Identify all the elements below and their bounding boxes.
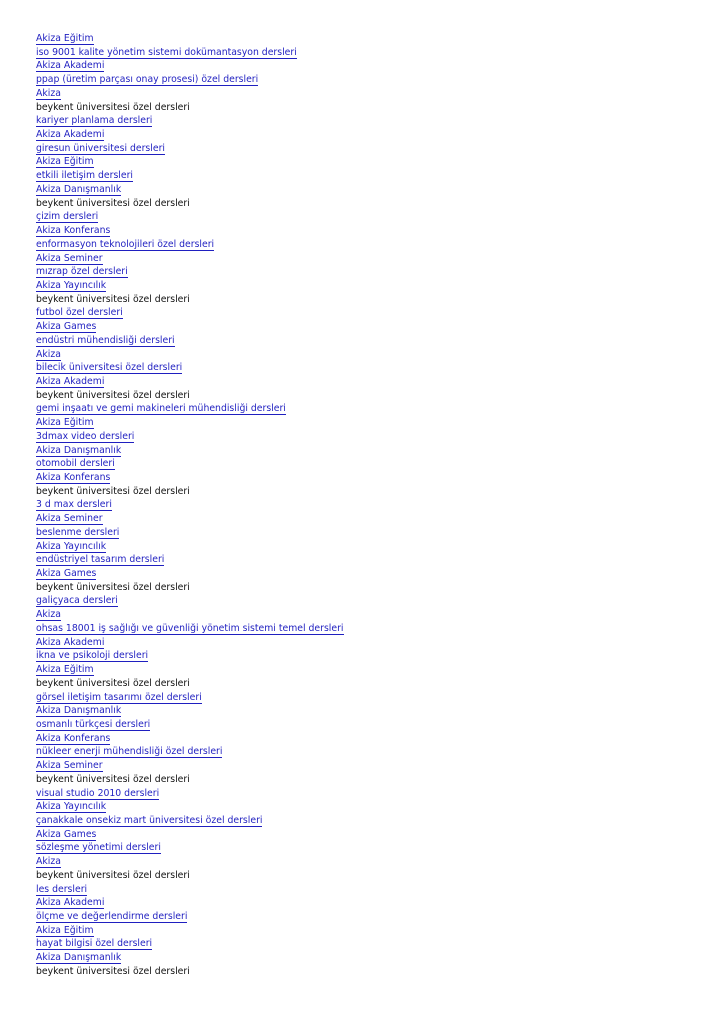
- link-text: çanakkale onsekiz mart üniversitesi özel dersleri: [36, 814, 263, 826]
- link-text: visual studio 2010 dersleri: [36, 787, 160, 799]
- link-text: nükleer enerji mühendisliği özel dersleri: [36, 746, 223, 758]
- link-text: les dersleri: [36, 883, 88, 895]
- link-text: 3dmax video dersleri: [36, 430, 135, 442]
- link-text: Akiza Danışmanlık: [36, 183, 122, 195]
- link-text: osmanlı türkçesi dersleri: [36, 718, 151, 730]
- link-text: galiçyaca dersleri: [36, 595, 118, 607]
- link-item[interactable]: [36, 814, 716, 828]
- link-text: ohsas 18001 iş sağlığı ve güvenliği yönetim sistemi temel dersleri: [36, 622, 344, 634]
- link-text: Akiza Eğitim: [36, 156, 94, 168]
- link-text: görsel iletişim tasarımı özel dersleri: [36, 691, 202, 703]
- link-text: Akiza: [36, 609, 61, 621]
- link-text: Akiza Yayıncılık: [36, 279, 107, 291]
- link-item[interactable]: [36, 718, 716, 732]
- link-text: enformasyon teknolojileri özel dersleri: [36, 238, 215, 250]
- link-item[interactable]: [36, 361, 716, 375]
- link-item[interactable]: [36, 306, 716, 320]
- link-item[interactable]: [36, 457, 716, 471]
- link-text: Akiza Seminer: [36, 252, 103, 264]
- link-item[interactable]: [36, 128, 716, 142]
- link-item[interactable]: [36, 951, 716, 965]
- link-item[interactable]: [36, 910, 716, 924]
- link-item[interactable]: [36, 142, 716, 156]
- link-text: gemi inşaatı ve gemi makineleri mühendisliği dersleri: [36, 403, 286, 415]
- link-item[interactable]: [36, 567, 716, 581]
- plain-text-line: beykent üniversitesi özel dersleri: [36, 101, 190, 113]
- link-item[interactable]: [36, 46, 716, 60]
- link-item[interactable]: [36, 210, 716, 224]
- link-text: Akiza Yayıncılık: [36, 801, 107, 813]
- link-item[interactable]: [36, 348, 716, 362]
- link-text: endüstriyel tasarım dersleri: [36, 554, 165, 566]
- link-text: Akiza Eğitim: [36, 417, 94, 429]
- link-item[interactable]: [36, 238, 716, 252]
- link-item[interactable]: [36, 512, 716, 526]
- plain-text-line: beykent üniversitesi özel dersleri: [36, 389, 190, 401]
- link-item[interactable]: [36, 636, 716, 650]
- link-text: Akiza Konferans: [36, 732, 111, 744]
- link-item[interactable]: [36, 622, 716, 636]
- link-item[interactable]: [36, 594, 716, 608]
- link-text: bilecik üniversitesi özel dersleri: [36, 362, 183, 374]
- link-text: ikna ve psikoloji dersleri: [36, 650, 149, 662]
- link-text: Akiza Games: [36, 321, 97, 333]
- link-text: Akiza Danışmanlık: [36, 444, 122, 456]
- plain-text-line: beykent üniversitesi özel dersleri: [36, 965, 190, 977]
- link-item[interactable]: [36, 800, 716, 814]
- plain-text-line: beykent üniversitesi özel dersleri: [36, 197, 190, 209]
- link-item[interactable]: [36, 416, 716, 430]
- link-item[interactable]: [36, 937, 716, 951]
- link-text: Akiza Akademi: [36, 60, 105, 72]
- link-text: Akiza Akademi: [36, 897, 105, 909]
- link-text: etkili iletişim dersleri: [36, 170, 133, 182]
- link-item[interactable]: [36, 32, 716, 46]
- link-item[interactable]: [36, 183, 716, 197]
- plain-text-line: beykent üniversitesi özel dersleri: [36, 293, 190, 305]
- document-page: [36, 32, 716, 979]
- link-item[interactable]: [36, 663, 716, 677]
- link-text: Akiza Danışmanlık: [36, 705, 122, 717]
- link-item[interactable]: [36, 265, 716, 279]
- link-item[interactable]: [36, 114, 716, 128]
- link-text: hayat bilgisi özel dersleri: [36, 938, 153, 950]
- link-item[interactable]: [36, 691, 716, 705]
- link-text: Akiza Eğitim: [36, 924, 94, 936]
- link-text: Akiza Konferans: [36, 472, 111, 483]
- link-item[interactable]: [36, 649, 716, 663]
- link-text: Akiza Yayıncılık: [36, 540, 107, 552]
- link-text: ppap (üretim parçası onay prosesi) özel dersleri: [36, 74, 259, 86]
- link-item[interactable]: [36, 828, 716, 842]
- plain-text-line: beykent üniversitesi özel dersleri: [36, 581, 190, 593]
- link-text: Akiza Konferans: [36, 225, 111, 237]
- link-text: iso 9001 kalite yönetim sistemi dokümantasyon dersleri: [36, 46, 297, 58]
- link-text: 3 d max dersleri: [36, 499, 112, 511]
- plain-text-line: beykent üniversitesi özel dersleri: [36, 677, 190, 689]
- link-text: Akiza Games: [36, 568, 97, 580]
- link-text: Akiza Eğitim: [36, 664, 94, 676]
- link-text: çizim dersleri: [36, 211, 99, 223]
- link-text: otomobil dersleri: [36, 458, 115, 470]
- link-item[interactable]: [36, 334, 716, 348]
- link-item[interactable]: [36, 224, 716, 238]
- plain-text-line: beykent üniversitesi özel dersleri: [36, 773, 190, 785]
- link-item[interactable]: [36, 553, 716, 567]
- link-item[interactable]: [36, 787, 716, 801]
- plain-text-line: beykent üniversitesi özel dersleri: [36, 485, 190, 497]
- link-text: Akiza Seminer: [36, 760, 103, 772]
- link-text: Akiza: [36, 87, 61, 99]
- link-text: Akiza Akademi: [36, 375, 105, 387]
- link-text: Akiza: [36, 856, 61, 868]
- link-text: Akiza Seminer: [36, 513, 103, 525]
- link-item[interactable]: [36, 59, 716, 73]
- link-item[interactable]: [36, 444, 716, 458]
- link-text: ölçme ve değerlendirme dersleri: [36, 911, 188, 922]
- link-item[interactable]: [36, 320, 716, 334]
- link-item[interactable]: [36, 704, 716, 718]
- link-text: giresun üniversitesi dersleri: [36, 142, 165, 154]
- link-item[interactable]: [36, 471, 716, 485]
- link-text: Akiza Akademi: [36, 129, 105, 141]
- link-item[interactable]: [36, 540, 716, 554]
- link-item[interactable]: [36, 732, 716, 746]
- link-item[interactable]: [36, 169, 716, 183]
- link-text: mızrap özel dersleri: [36, 266, 128, 278]
- link-text: Akiza Danışmanlık: [36, 952, 122, 964]
- link-text: Akiza Eğitim: [36, 33, 94, 44]
- link-text: sözleşme yönetimi dersleri: [36, 842, 161, 854]
- link-item[interactable]: [36, 896, 716, 910]
- link-item[interactable]: [36, 430, 716, 444]
- link-item[interactable]: [36, 375, 716, 389]
- link-text: beslenme dersleri: [36, 526, 120, 538]
- link-text: kariyer planlama dersleri: [36, 115, 153, 127]
- link-text: futbol özel dersleri: [36, 307, 123, 319]
- link-item[interactable]: [36, 155, 716, 169]
- link-item[interactable]: [36, 883, 716, 897]
- link-item[interactable]: [36, 608, 716, 622]
- link-item[interactable]: [36, 252, 716, 266]
- link-item[interactable]: [36, 402, 716, 416]
- link-item[interactable]: [36, 87, 716, 101]
- link-text: Akiza Akademi: [36, 636, 105, 648]
- link-item[interactable]: [36, 279, 716, 293]
- plain-text-line: beykent üniversitesi özel dersleri: [36, 869, 190, 881]
- link-item[interactable]: [36, 745, 716, 759]
- link-text: Akiza: [36, 348, 61, 360]
- link-item[interactable]: [36, 855, 716, 869]
- link-text: Akiza Games: [36, 828, 97, 840]
- link-item[interactable]: [36, 759, 716, 773]
- link-text: endüstri mühendisliği dersleri: [36, 334, 175, 346]
- link-item[interactable]: [36, 73, 716, 87]
- link-item[interactable]: [36, 841, 716, 855]
- link-item[interactable]: [36, 526, 716, 540]
- link-item[interactable]: [36, 924, 716, 938]
- link-item[interactable]: [36, 498, 716, 512]
